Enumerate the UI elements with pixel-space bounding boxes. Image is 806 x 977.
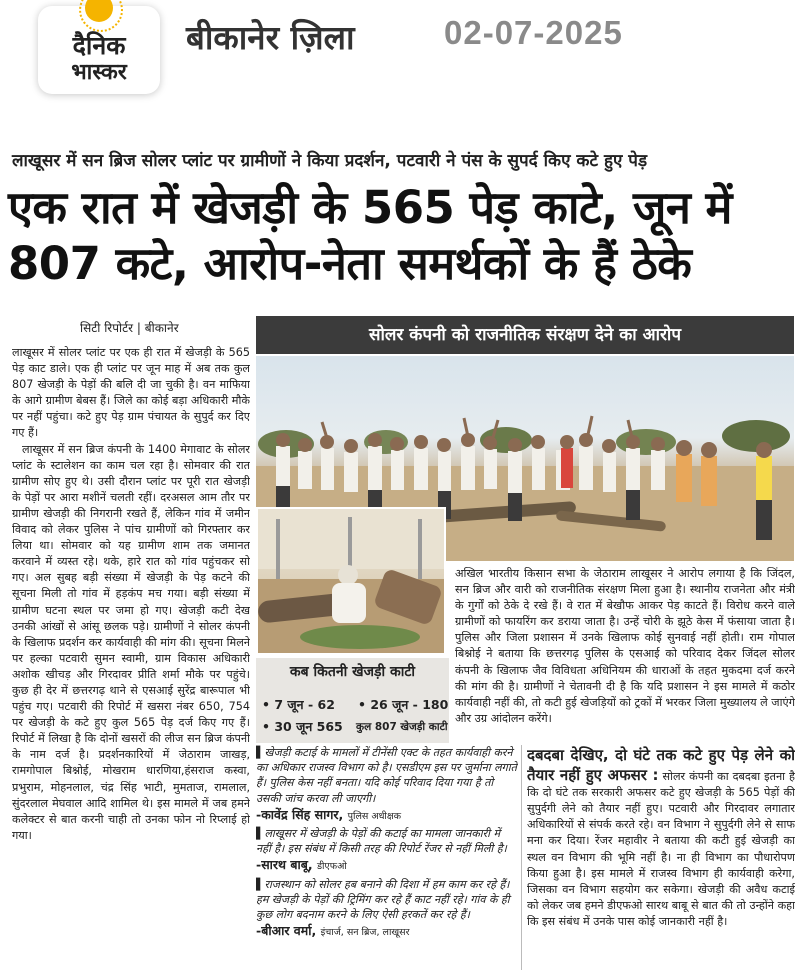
column-divider <box>521 745 522 970</box>
stats-title: कब कितनी खेजड़ी काटी <box>289 664 416 680</box>
quote-title: पुलिस अधीक्षक <box>347 810 402 822</box>
stat-june-7: • 7 जून - 62 <box>262 697 335 712</box>
felled-tree-illustration <box>258 509 444 653</box>
body-paragraph: लाखूसर में सन ब्रिज कंपनी के 1400 मेगावाट के सोलर प्लांट के स्टालेशन का काम चल रहा है। सोमवार की रात ग्रामीण सोए हुए थे। उसी दौरान प्लांट पर पूरी रात खेजड़ी के पेड़ों पर आरा मशीनें चलती रहीं। दरअसल आम तौर पर ग्रामीण खेजड़ी की निगरानी रखते हैं, लेकिन गांव में जमीन विवाद को लेकर पुलिस ने पांच ग्रामीणों को गिरफ्तार कर लिया था। सोमवार को यह ग्रामीण शाम तक जमानत करवाने में व्यस्त रहे। थके, हारे रात को गांव पहुंचकर सो गए। अल सुबह बड़ी संख्या में खेजड़ी के पेड़ कटने की सूचना मिली तो गांव में हड़कंप मच गया। बड़ी संख्या में ग्रामीण घटना स्थल पर जमा हो गए। खेजड़ी कटी देख उनकी आंखों से आंसू छलक पड़े। ग्रामीणों ने सोलर कंपनी के खिलाफ प्रदर्शन कर कार्यवाही की मांग की। सूचना मिलने पर हल्का पटवारी सुमन स्वामी, ग्राम विकास अधिकारी अशोक खीचड़ और गिरदावर प्रीति शर्मा मौके पर पहुंचे। कुछ ही देर में छत्तरगढ़ थाने से एसआई सुरेंद्र बारूपाल भी पहुंच गए। पटवारी की रिपोर्ट में खसरा नंबर 650, 754 पर खेजड़ी के कटे हुए कुल 565 पेड़ दर्ज किए गए हैं। रिपोर्ट में लिखा है कि दोनों खसरों की लीज सन ब्रिज कंपनी के नाम दर्ज है। प्रदर्शनकारियों में जेठाराम जाखड़, रामगोपाल बिश्नोई, मोखराम धारणिया,हंसराज कस्वा, प्रभुराम, मोहनलाल, चंद्र सिंह भाटी, मुमताज, रामलाल, सुंदरलाल मेघवाल आदि शामिल थे। इस मामले में जब हमने कलेक्टर से बात करनी चाही तो उनका फोन नो रिप्लाई हो गया। <box>12 442 250 842</box>
stat-total: कुल 807 खेजड़ी काटी <box>356 721 448 733</box>
quote-title: डीएफओ <box>316 861 347 873</box>
edition-district: बीकानेर ज़िला <box>186 18 355 57</box>
stat-june-26: • 26 जून - 180 <box>358 697 449 712</box>
quote-name: -बीआर वर्मा, <box>256 923 317 939</box>
stat-june-30: • 30 जून 565 <box>262 719 343 734</box>
logo-text-line2: भास्कर <box>71 60 127 85</box>
right-subhead: दबदबा देखिए, दो घंटे तक कटे हुए पेड़ लेने को तैयार नहीं हुए अफसर : <box>527 746 795 785</box>
sun-icon <box>85 0 113 22</box>
quote-name: -कावेंद्र सिंह सागर, <box>256 806 344 822</box>
logo-text-line1: दैनिक <box>72 31 126 60</box>
quote-attribution <box>256 923 518 940</box>
article-body-right <box>527 745 795 973</box>
quote-text: ▌लाखूसर में खेजड़ी के पेड़ों की कटाई का मामला जानकारी में नहीं है। इस संबंध में किसी तरह की रिपोर्ट रेंजर से नहीं मिली है। <box>256 827 507 856</box>
article-kicker: लाखूसर में सन ब्रिज सोलर प्लांट पर ग्रामीणों ने किया प्रदर्शन, पटवारी ने पंस के सुपर्द किए कटे हुए पेड़ <box>12 151 648 171</box>
article-body-mid: अखिल भारतीय किसान सभा के जेठाराम लाखूसर ने आरोप लगाया है कि जिंदल, सन ब्रिज और वारी को राजनीतिक संरक्षण मिला हुआ है। स्थानीय राजनेता और मंत्री के गुर्गों को ठेके दे रखे हैं। वे रात में बेखौफ आकर पेड़ काटते हैं। विरोध करने वाले ग्रामीणों को फायरिंग कर डराया जाता है। उन्हें चोरी के झूठे केस में फंसाया जाता है। पुलिस और जिला प्रशासन में उनके खिलाफ कोई सुनवाई नहीं होती। राम गोपाल बिश्नोई ने बताया कि छत्तरगढ़ पुलिस के एसआई को परिवाद देकर जिंदल सोलर कंपनी के खिलाफ जैव विविधता अधिनियम की धाराओं के तहत मुकदमा दर्ज करने की मांग की है। ग्रामीणों ने चेतावनी दी है कि यदि प्रशासन ने इस मामले में कठोर कार्यवाही नहीं की, तो कटी हुई खेजड़ियों को ट्रकों में भरकर जिला मुख्यालय ले जाएंगे और उग्र आंदोलन करेंगे। <box>455 567 795 725</box>
right-paragraph: सोलर कंपनी का दबदबा इतना है कि दो घंटे तक सरकारी अफसर कटे हुए खेजड़ी के 565 पेड़ों की सुपुर्दगी लेने को तैयार नहीं हुए। पटवारी और गिरदावर लगातार अधिकारियों से संपर्क करते रहे। वन विभाग ने सुपुर्दगी लेने से साफ मना कर दिया। रेंजर महावीर ने बताया की कटी हुई खेजड़ी का स्थल वन विभाग की भूमि नहीं है। ना ही विभाग का पौधारोपण किया हुआ है। इस मामले में राजस्व विभाग ही कार्यवाही करेगा, जिसका वन विभाग सहयोग कर सकेगा। खेजड़ी की अवैध कटाई को लेकर जब हमने डीएफओ सारथ बाबू से बात की तो उन्होंने कहा कि इस संबंध में उनके पास कोई जानकारी नहीं है। <box>527 770 795 928</box>
body-paragraph: लाखूसर में सोलर प्लांट पर एक ही रात में खेजड़ी के 565 पेड़ काट डाले। एक ही प्लांट पर जून माह में अब तक कुल 807 खेजड़ी के पेड़ों की बलि दी जा चुकी है। वन माफिया के आगे ग्रामीण बेबस हैं। जिले का कोई बड़ा अधिकारी मौके पर नहीं पहुंचा। कटे हुए पेड़ ग्राम पंचायत के सुपुर्द कर दिए गए हैं। <box>12 346 250 440</box>
photo-banner: सोलर कंपनी को राजनीतिक संरक्षण देने का आरोप <box>256 316 794 354</box>
quote-attribution <box>256 857 518 874</box>
quote-name: -सारथ बाबू, <box>256 857 313 873</box>
quote-text: ▌खेजड़ी कटाई के मामलों में टीनेंसी एक्ट के तहत कार्यवाही करने का अधिकार राजस्व विभाग को है। एसडीएम इस पर जुर्माना लगाते हैं। पुलिस केस नहीं बनता। यदि कोई परिवाद दिया गया है तो उसकी जांच करवा ली जाएगी। <box>256 746 517 805</box>
quote-text: ▌राजस्थान को सोलर हब बनाने की दिशा में हम काम कर रहे हैं। हम खेजड़ी के पेड़ों की ट्रिमिंग कर रहे हैं काट नहीं रहे। गांव के ही कुछ लोग बदनाम करने के लिए ऐसी हरकतें कर रहे हैं। <box>256 877 510 922</box>
official-quotes <box>256 745 518 973</box>
edition-date: 02-07-2025 <box>444 14 623 51</box>
quote-title: इंचार्ज, सन ब्रिज, लाखूसर <box>320 927 410 939</box>
article-byline: सिटी रिपोर्टर | बीकानेर <box>80 321 179 335</box>
cut-trees-stats-box <box>256 658 449 743</box>
dainik-bhaskar-logo <box>38 6 160 94</box>
article-headline: एक रात में खेजड़ी के 565 पेड़ काटे, जून में 807 कटे, आरोप-नेता समर्थकों के हैं ठेके <box>8 181 732 290</box>
quote-attribution <box>256 807 518 824</box>
article-body-left <box>12 345 250 973</box>
felled-tree-photo <box>256 507 446 655</box>
